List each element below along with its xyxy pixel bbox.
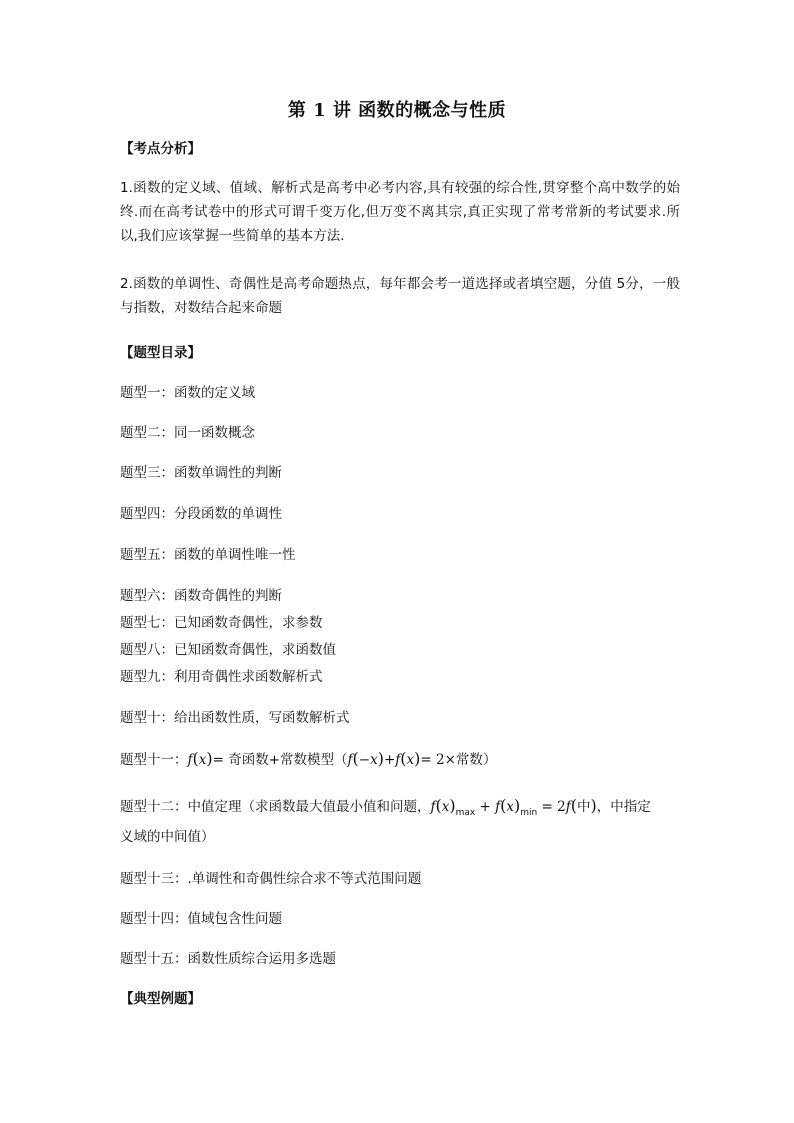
catalog-item: 题型四：分段函数的单调性 <box>120 506 282 522</box>
catalog-item: 题型八：已知函数奇偶性，求函数值 <box>120 642 336 658</box>
catalog-item: 题型三：函数单调性的判断 <box>120 465 282 481</box>
catalog-item: 题型二：同一函数概念 <box>120 425 255 441</box>
catalog-item-12-continued: 义域的中间值） <box>120 829 215 845</box>
catalog-item: 题型五：函数的单调性唯一性 <box>120 547 296 563</box>
catalog-item: 题型十三：.单调性和奇偶性综合求不等式范围问题 <box>120 871 422 887</box>
catalog-item-12: 题型十二：中值定理（求函数最大值最小值和问题，$f(x)_{max} + f(x)_{min} = 2f$(中)，中指定 <box>120 796 651 818</box>
analysis-paragraph-1: 1.函数的定义域、值域、解析式是高考中必考内容,具有较强的综合性,贯穿整个高中数学的始终.而在高考试卷中的形式可谓千变万化,但万变不离其宗,真正实现了常考常新的考试要求.所以,我们应该掌握一些简单的基本方法. <box>120 180 680 244</box>
page-title: 第 1 讲 函数的概念与性质 <box>287 100 507 121</box>
analysis-paragraph-2: 2.函数的单调性、奇偶性是高考命题热点，每年都会考一道选择或者填空题，分值 5分，一般与指数，对数结合起来命题 <box>120 276 680 316</box>
catalog-item: 题型十四：值域包含性问题 <box>120 911 282 927</box>
catalog-item: 题型六：函数奇偶性的判断 <box>120 588 282 604</box>
catalog-heading: 【题型目录】 <box>120 345 201 361</box>
catalog-item: 题型七：已知函数奇偶性，求参数 <box>120 615 323 631</box>
examples-heading: 【典型例题】 <box>120 991 201 1007</box>
catalog-item: 题型一：函数的定义域 <box>120 385 255 401</box>
catalog-item-11: 题型十一：f(x)= 奇函数+常数模型（f(−x)+f(x)= 2×常数） <box>120 749 497 768</box>
catalog-item: 题型九：利用奇偶性求函数解析式 <box>120 669 323 685</box>
analysis-heading: 【考点分析】 <box>120 141 201 157</box>
catalog-item: 题型十：给出函数性质，写函数解析式 <box>120 710 350 726</box>
catalog-item: 题型十五：函数性质综合运用多选题 <box>120 951 336 967</box>
